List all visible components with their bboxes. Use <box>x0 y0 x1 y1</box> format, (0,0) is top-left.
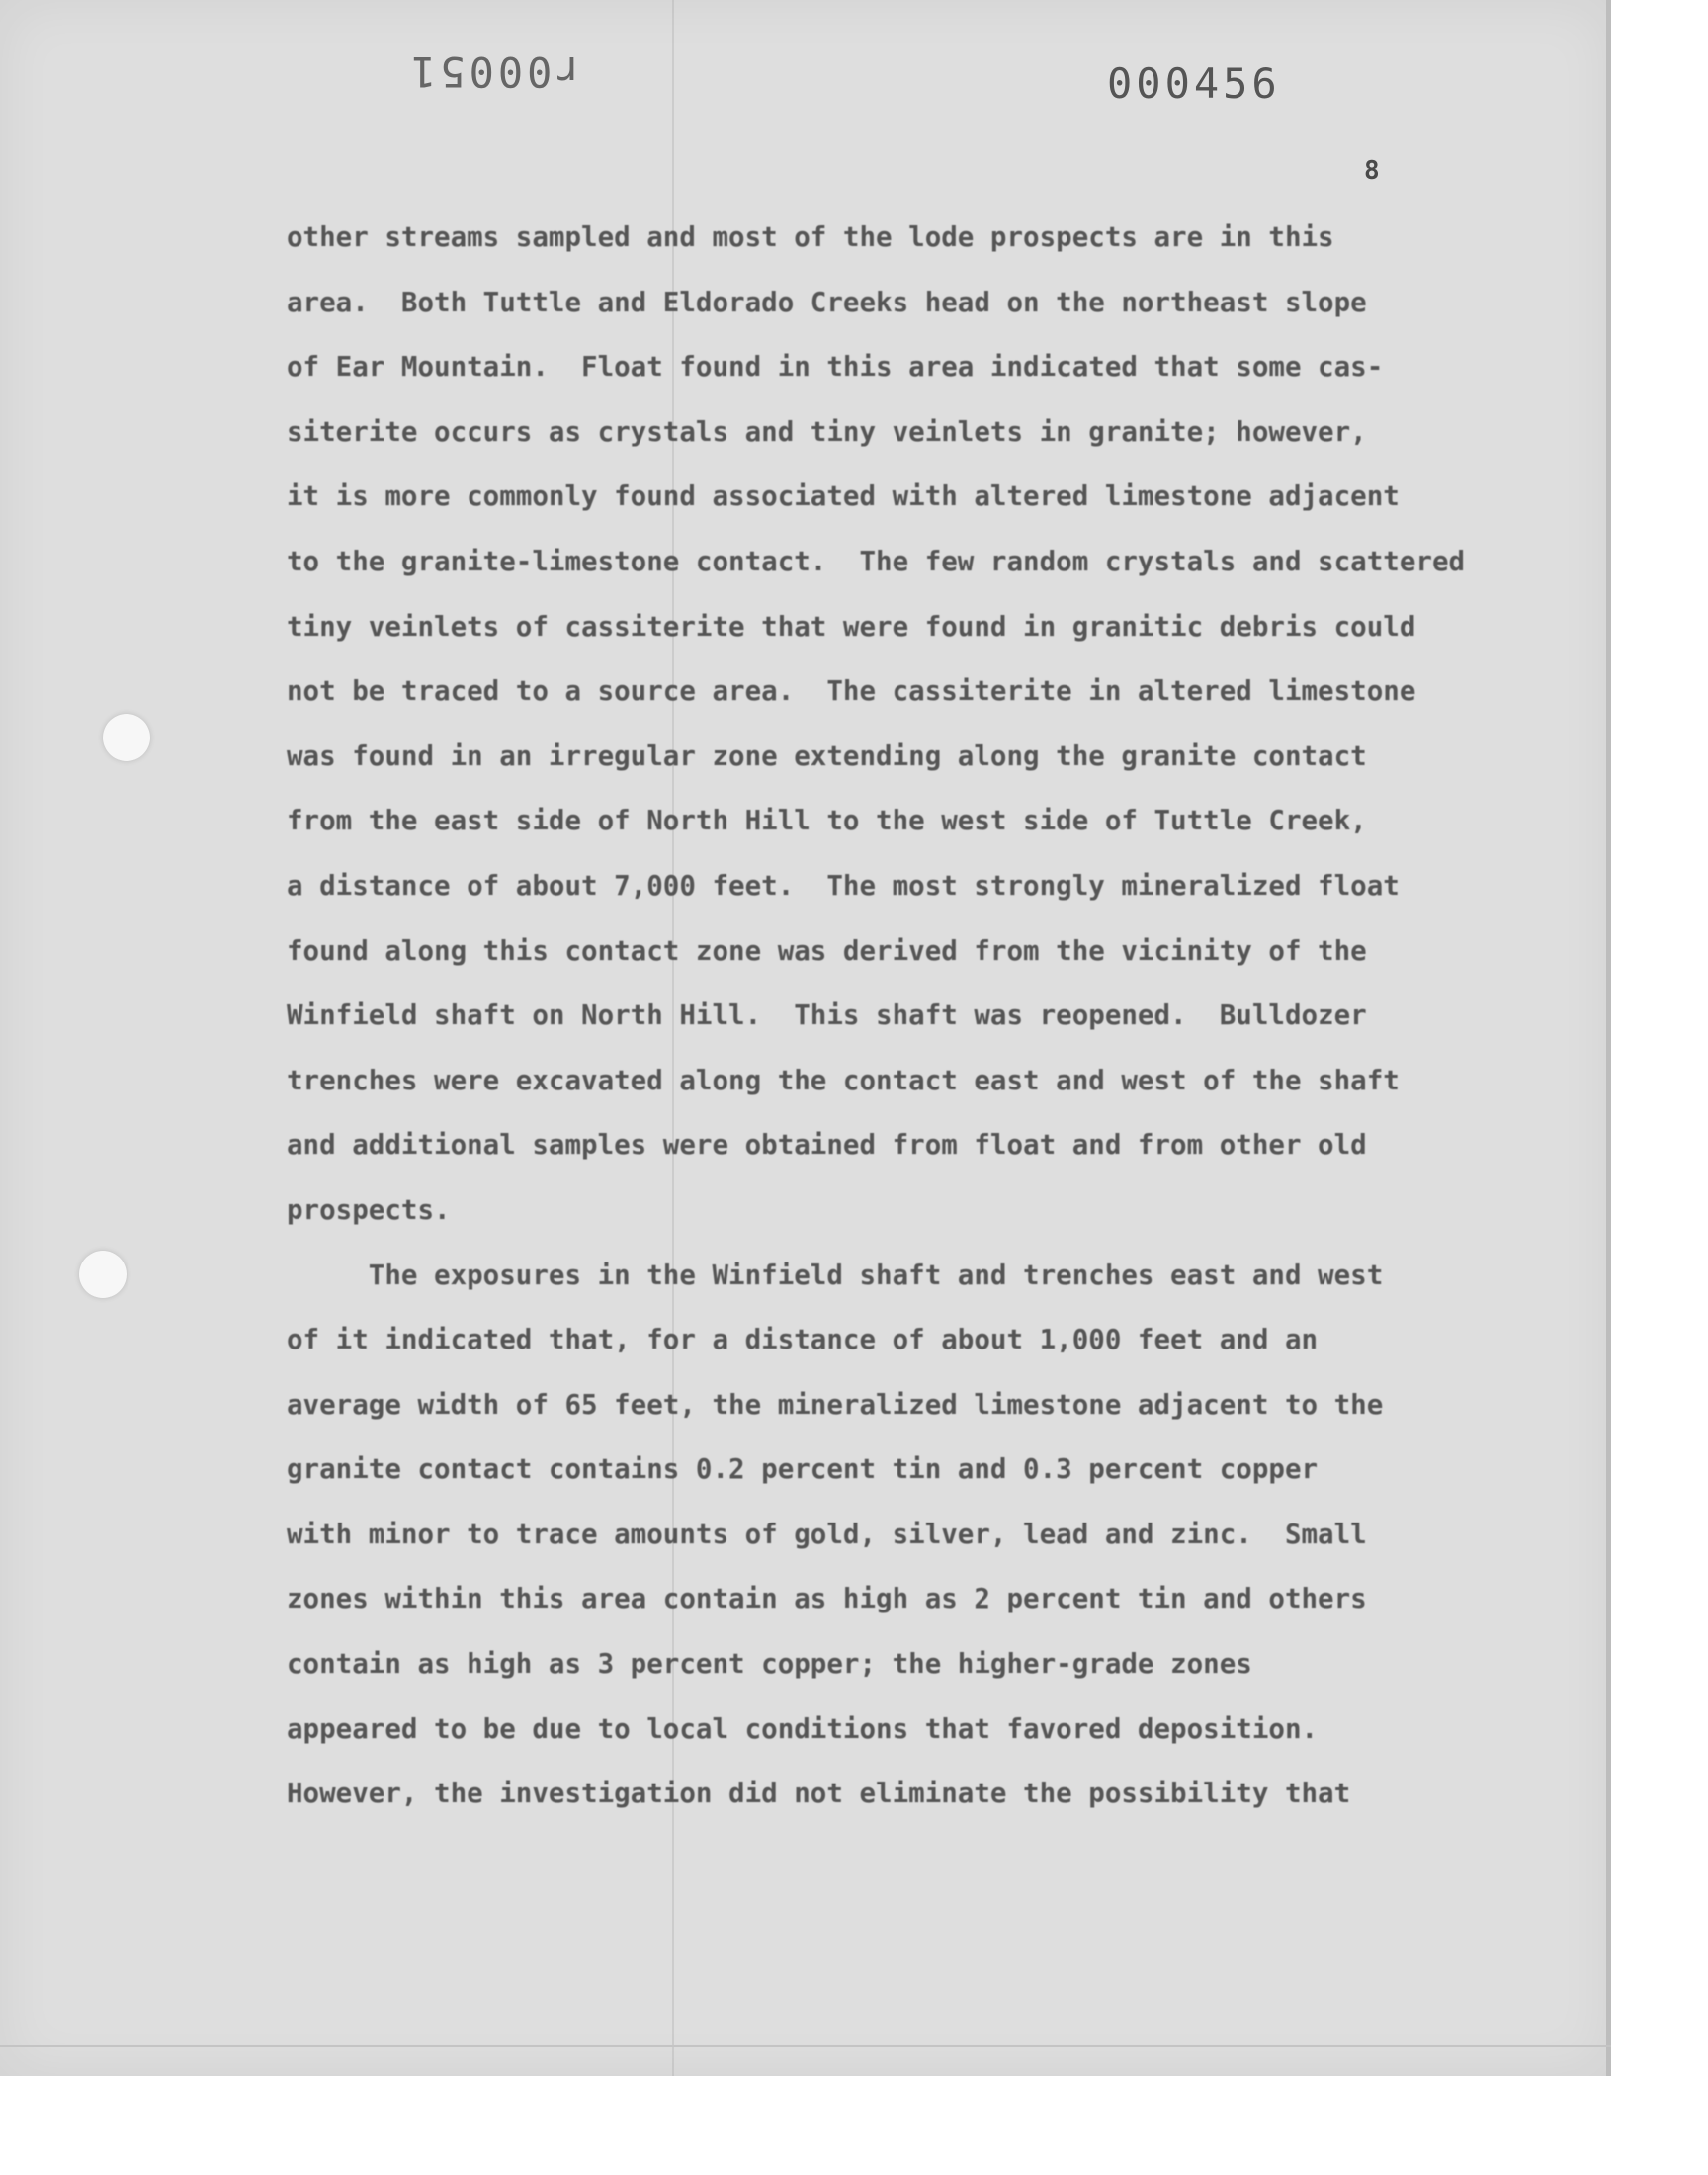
text-line: to the granite-limestone contact. The few random crystals and scattered <box>287 545 1466 577</box>
stamp-number: 000456 <box>1107 59 1281 108</box>
text-line: tiny veinlets of cassiterite that were found in granitic debris could <box>287 610 1416 643</box>
page-number: 8 <box>1364 156 1380 186</box>
text-line: found along this contact zone was derived from the vicinity of the <box>287 934 1367 967</box>
page-bottom-edge <box>0 2044 1611 2047</box>
stamp-number-inverted: r00051 <box>407 47 581 96</box>
text-line: not be traced to a source area. The cassiterite in altered limestone <box>287 675 1416 708</box>
text-line: appeared to be due to local conditions that favored deposition. <box>287 1712 1319 1745</box>
text-line: of it indicated that, for a distance of about 1,000 feet and an <box>287 1324 1319 1356</box>
punch-hole-icon <box>79 1251 127 1298</box>
text-line: contain as high as 3 percent copper; the higher-grade zones <box>287 1648 1252 1681</box>
body-text <box>287 206 1502 1827</box>
text-line: of Ear Mountain. Float found in this area indicated that some cas- <box>287 351 1384 384</box>
text-line: was found in an irregular zone extending along the granite contact <box>287 740 1367 772</box>
text-line: zones within this area contain as high as 2 percent tin and others <box>287 1583 1367 1615</box>
text-line: it is more commonly found associated with altered limestone adjacent <box>287 480 1400 513</box>
text-line: trenches were excavated along the contact east and west of the shaft <box>287 1064 1400 1096</box>
text-line: with minor to trace amounts of gold, silver, lead and zinc. Small <box>287 1518 1367 1550</box>
text-line: granite contact contains 0.2 percent tin and 0.3 percent copper <box>287 1453 1319 1486</box>
text-line: from the east side of North Hill to the west side of Tuttle Creek, <box>287 805 1367 837</box>
text-line: The exposures in the Winfield shaft and trenches east and west <box>287 1259 1384 1291</box>
text-line: Winfield shaft on North Hill. This shaft was reopened. Bulldozer <box>287 1000 1367 1032</box>
text-line: a distance of about 7,000 feet. The most strongly mineralized float <box>287 869 1400 902</box>
text-line: area. Both Tuttle and Eldorado Creeks head on the northeast slope <box>287 286 1367 318</box>
text-line: siterite occurs as crystals and tiny veinlets in granite; however, <box>287 415 1367 448</box>
text-line: and additional samples were obtained from float and from other old <box>287 1129 1367 1162</box>
text-line: average width of 65 feet, the mineralized limestone adjacent to the <box>287 1388 1384 1421</box>
page-right-edge <box>1606 0 1611 2076</box>
text-line: other streams sampled and most of the lode prospects are in this <box>287 221 1334 253</box>
text-line: However, the investigation did not eliminate the possibility that <box>287 1778 1351 1810</box>
text-line: prospects. <box>287 1193 451 1226</box>
punch-hole-icon <box>103 714 150 761</box>
